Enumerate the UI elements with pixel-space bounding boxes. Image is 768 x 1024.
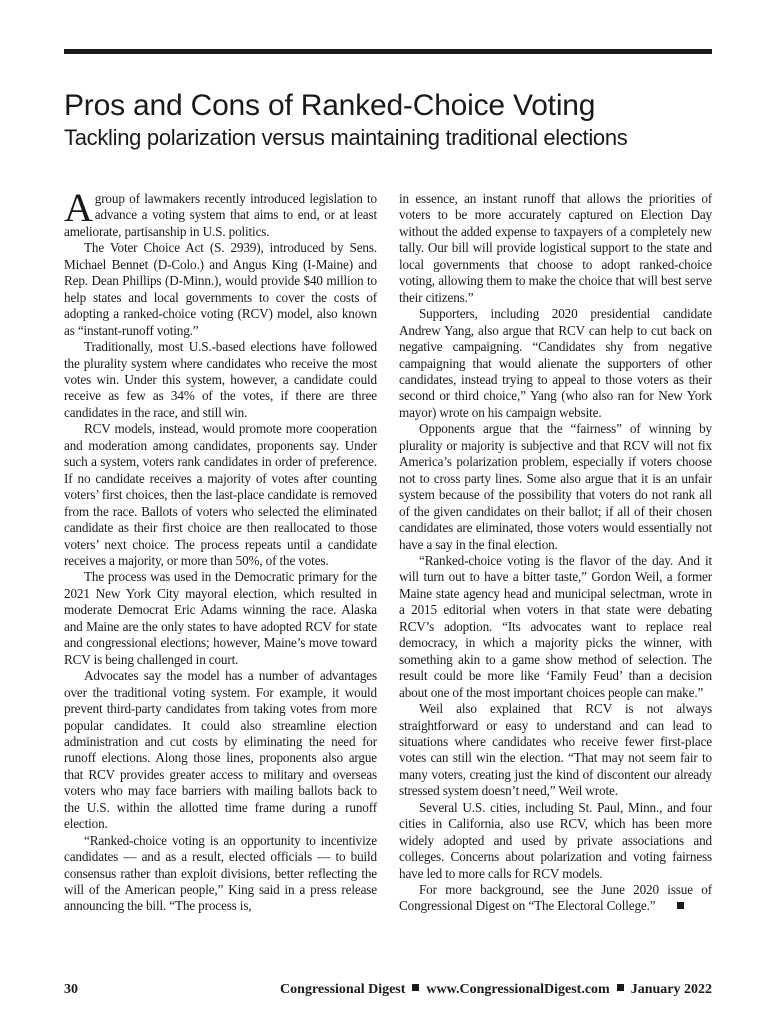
body-paragraph: Opponents argue that the “fairness” of winning by plurality or majority is subjective and that RCV will not fix America’s polarization problem, especially if voters choose not to cross party lines. Some also argue that it is an unfair system because of the possibility that voters do not rank all of the given candidates on their ballot; if all of their chosen candidates are eliminated, those voters would essentially not have a say in the final election. bbox=[399, 421, 712, 552]
end-of-article-icon bbox=[677, 902, 684, 909]
body-paragraph: “Ranked-choice voting is the flavor of the day. And it will turn out to have a bitter taste,” Gordon Weil, a former Maine state agency head and municipal selectman, wrote in a 2015 editorial when voters in that state were debating RCV’s adoption. “Its advocates want to replace real democracy, in which a majority picks the winner, with something akin to a game show method of selection. The result could be more like ‘Family Feud’ than a decision about one of the most important choices people can make.” bbox=[399, 552, 712, 700]
body-paragraph: Supporters, including 2020 presidential candidate Andrew Yang, also argue that RCV can help to cut back on negative campaigning. “Candidates shy from negative campaigning that would alienate the supporters of other candidates, instead trying to appeal to those voters as their second or third choice,” Yang (who also ran for New York mayor) wrote on his campaign website. bbox=[399, 306, 712, 420]
page-footer bbox=[64, 980, 712, 1000]
footer-info bbox=[280, 980, 712, 1000]
body-paragraph: “Ranked-choice voting is an opportunity to incentivize candidates — and as a result, elected officials — to build consensus rather than exploit divisions, better reflecting the will of the American people,” King said in a press release announcing the bill. “The process is, bbox=[64, 832, 377, 914]
right-column bbox=[399, 191, 712, 915]
page-number: 30 bbox=[64, 982, 78, 997]
issue-date: January 2022 bbox=[630, 982, 712, 997]
body-paragraph: Advocates say the model has a number of advantages over the traditional voting system. For example, it would prevent third-party candidates from taking votes from more popular candidates. It could also streamline election administration and cut costs by eliminating the need for runoff elections. Along those lines, proponents also argue that RCV provides greater access to military and overseas voters who may face barriers with mailing ballots back to the U.S. within the allotted time frame during a runoff election. bbox=[64, 668, 377, 832]
separator-icon bbox=[412, 984, 419, 991]
publication-name: Congressional Digest bbox=[280, 982, 406, 997]
body-paragraph: Several U.S. cities, including St. Paul, Minn., and four cities in California, also use RCV, which has been more widely adopted and used by private associations and colleges. Concerns about polarization and voting fairness have led to more calls for RCV models. bbox=[399, 799, 712, 881]
top-rule bbox=[64, 49, 712, 54]
body-paragraph: RCV models, instead, would promote more cooperation and moderation among candidates, proponents say. Under such a system, voters rank candidates in order of preference. If no candidate receives a majority of votes after counting voters’ first choices, then the last-place candidate is removed from the race. Ballots of voters who selected the eliminated candidate as their first choice are then reallocated to those voters’ next choice. The process repeats until a candidate receives a majority, or more than 50%, of the votes. bbox=[64, 421, 377, 568]
separator-icon bbox=[617, 984, 624, 991]
body-paragraph: For more background, see the June 2020 issue of Congressional Digest on “The Electoral College.” bbox=[399, 882, 712, 914]
body-paragraph: The process was used in the Democratic primary for the 2021 New York City mayoral election, which resulted in moderate Democrat Eric Adams winning the race. Alaska and Maine are the only states to have adopted RCV for state and congressional elections; however, Maine’s move toward RCV is being challenged in court. bbox=[64, 569, 377, 667]
body-paragraph: in essence, an instant runoff that allows the priorities of voters to be more accurately captured on Election Day without the added expense to taxpayers of a completely new tally. Our bill will provide logistical support to the state and local governments that choose to adopt ranked-choice voting, allowing them to make the choice that will best serve their citizens.” bbox=[399, 191, 712, 305]
article-title: Pros and Cons of Ranked-Choice Voting bbox=[64, 89, 596, 122]
body-paragraph: Traditionally, most U.S.-based elections have followed the plurality system where candidates who receive the most votes win. Under this system, however, a candidate could receive as few as 34% of the votes, if there are three candidates in the race, and still win. bbox=[64, 339, 377, 420]
article-subtitle: Tackling polarization versus maintaining traditional elections bbox=[64, 125, 628, 150]
drop-cap: A bbox=[64, 185, 93, 230]
website-link[interactable]: www.CongressionalDigest.com bbox=[426, 982, 610, 997]
body-paragraph: Weil also explained that RCV is not always straightforward or easy to understand and can lead to situations where candidates who receive fewer first-place votes can still win the election. “That may not seem fair to many voters, creating just the kind of discontent our already stressed system doesn’t need,” Weil wrote. bbox=[399, 701, 712, 799]
left-column bbox=[64, 185, 377, 915]
body-paragraph: The Voter Choice Act (S. 2939), introduced by Sens. Michael Bennet (D-Colo.) and Angus King (I-Maine) and Rep. Dean Phillips (D-Minn.), would provide $40 million to help states and local governments to cover the costs of adopting a ranked-choice voting (RCV) model, also known as “instant-runoff voting.” bbox=[64, 240, 377, 338]
body-paragraph: Agroup of lawmakers recently introduced legislation to advance a voting system that aims to end, or at least ameliorate, partisanship in U.S. politics. bbox=[64, 185, 377, 239]
